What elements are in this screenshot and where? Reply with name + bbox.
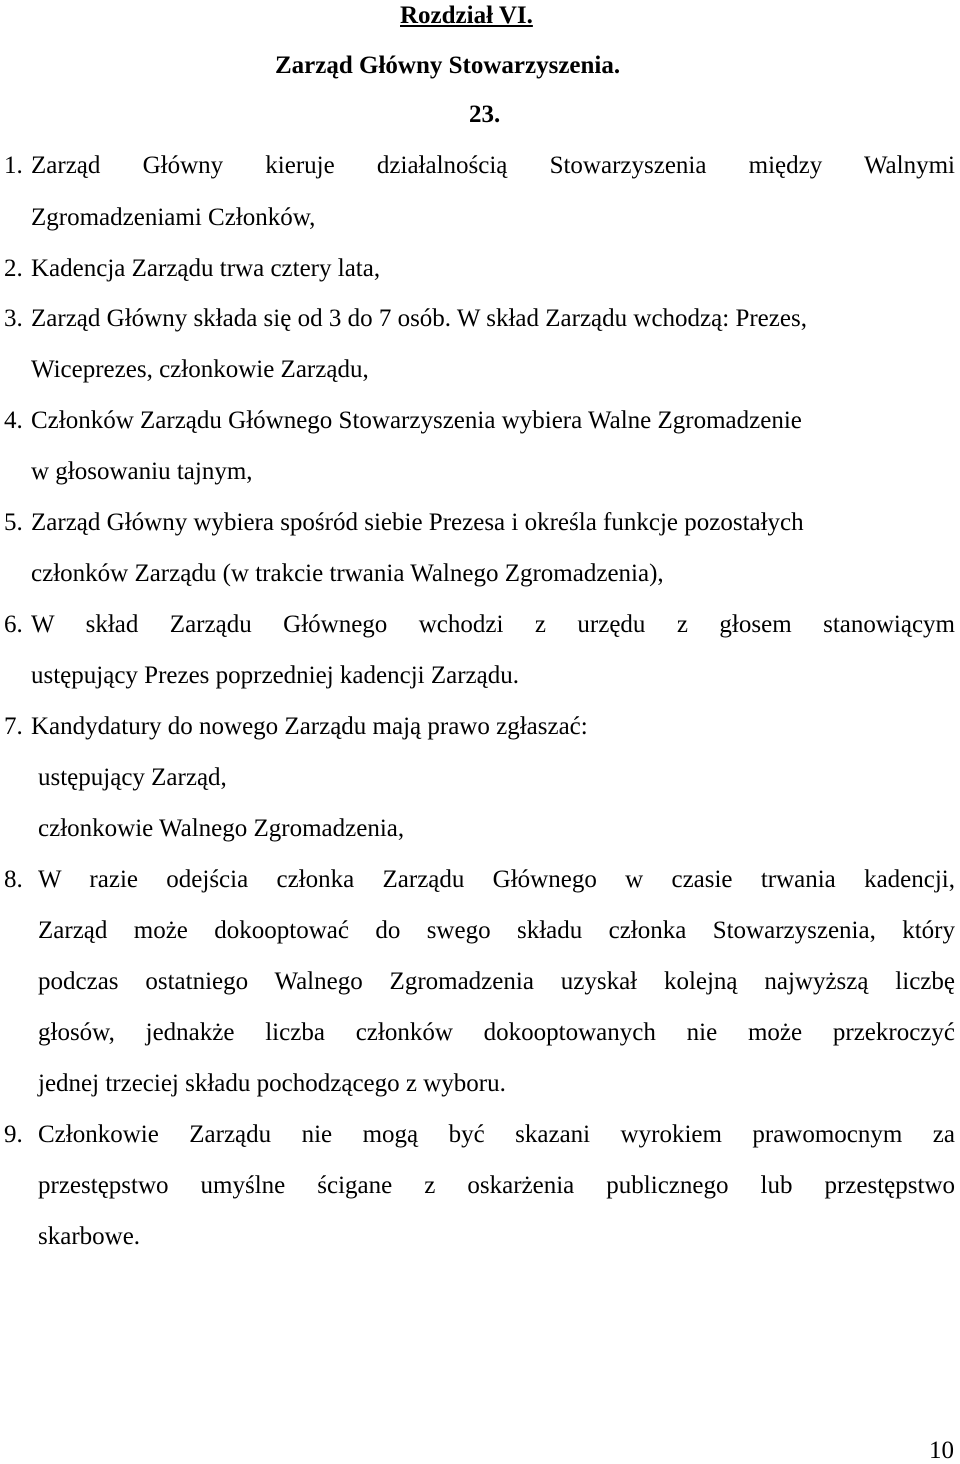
item-line: jednej trzeciej składu pochodzącego z wyboru. xyxy=(38,1070,506,1097)
item-line: W skład Zarządu Głównego wchodzi z urzędu z głosem stanowiącym xyxy=(31,611,955,638)
item-line: Członków Zarządu Głównego Stowarzyszenia wybiera Walne Zgromadzenie xyxy=(31,407,802,434)
item-line: Kandydatury do nowego Zarządu mają prawo zgłaszać: xyxy=(31,713,588,740)
chapter-title: Zarząd Główny Stowarzyszenia. xyxy=(275,52,621,79)
item-line: głosów, jednakże liczba członków dokooptowanych nie może przekroczyć xyxy=(38,1019,955,1046)
item-number: 6. xyxy=(4,611,23,638)
item-line: Kadencja Zarządu trwa cztery lata, xyxy=(31,255,381,282)
item-number: 1. xyxy=(4,152,23,179)
item-line: członkowie Walnego Zgromadzenia, xyxy=(38,815,405,842)
item-line: Członkowie Zarządu nie mogą być skazani wyrokiem prawomocnym za xyxy=(38,1121,955,1148)
item-line: Zarząd Główny kieruje działalnością Stowarzyszenia między Walnymi xyxy=(31,152,955,179)
item-line: w głosowaniu tajnym, xyxy=(31,458,253,485)
item-line: skarbowe. xyxy=(38,1223,141,1250)
chapter-heading: Rozdział VI. xyxy=(400,2,533,29)
item-line: Zarząd może dokooptować do swego składu członka Stowarzyszenia, który xyxy=(38,917,955,944)
item-number: 7. xyxy=(4,713,23,740)
item-line: ustępujący Prezes poprzedniej kadencji Zarządu. xyxy=(31,662,519,689)
item-number: 8. xyxy=(4,866,23,893)
item-line: członków Zarządu (w trakcie trwania Walnego Zgromadzenia), xyxy=(31,560,664,587)
item-number: 2. xyxy=(4,255,23,282)
item-number: 4. xyxy=(4,407,23,434)
item-line: Wiceprezes, członkowie Zarządu, xyxy=(31,356,369,383)
item-line: podczas ostatniego Walnego Zgromadzenia uzyskał kolejną najwyższą liczbę xyxy=(38,968,955,995)
item-number: 3. xyxy=(4,305,23,332)
item-line: W razie odejścia członka Zarządu Głównego w czasie trwania kadencji, xyxy=(38,866,955,893)
item-line: Zarząd Główny składa się od 3 do 7 osób. W skład Zarządu wchodzą: Prezes, xyxy=(31,305,807,332)
item-line: Zgromadzeniami Członków, xyxy=(31,204,316,231)
item-number: 9. xyxy=(4,1121,23,1148)
item-line: Zarząd Główny wybiera spośród siebie Prezesa i określa funkcje pozostałych xyxy=(31,509,804,536)
page-number: 10 xyxy=(929,1437,954,1464)
item-line: przestępstwo umyślne ścigane z oskarżenia publicznego lub przestępstwo xyxy=(38,1172,955,1199)
item-number: 5. xyxy=(4,509,23,536)
item-line: ustępujący Zarząd, xyxy=(38,764,227,791)
section-number: 23. xyxy=(469,101,501,128)
